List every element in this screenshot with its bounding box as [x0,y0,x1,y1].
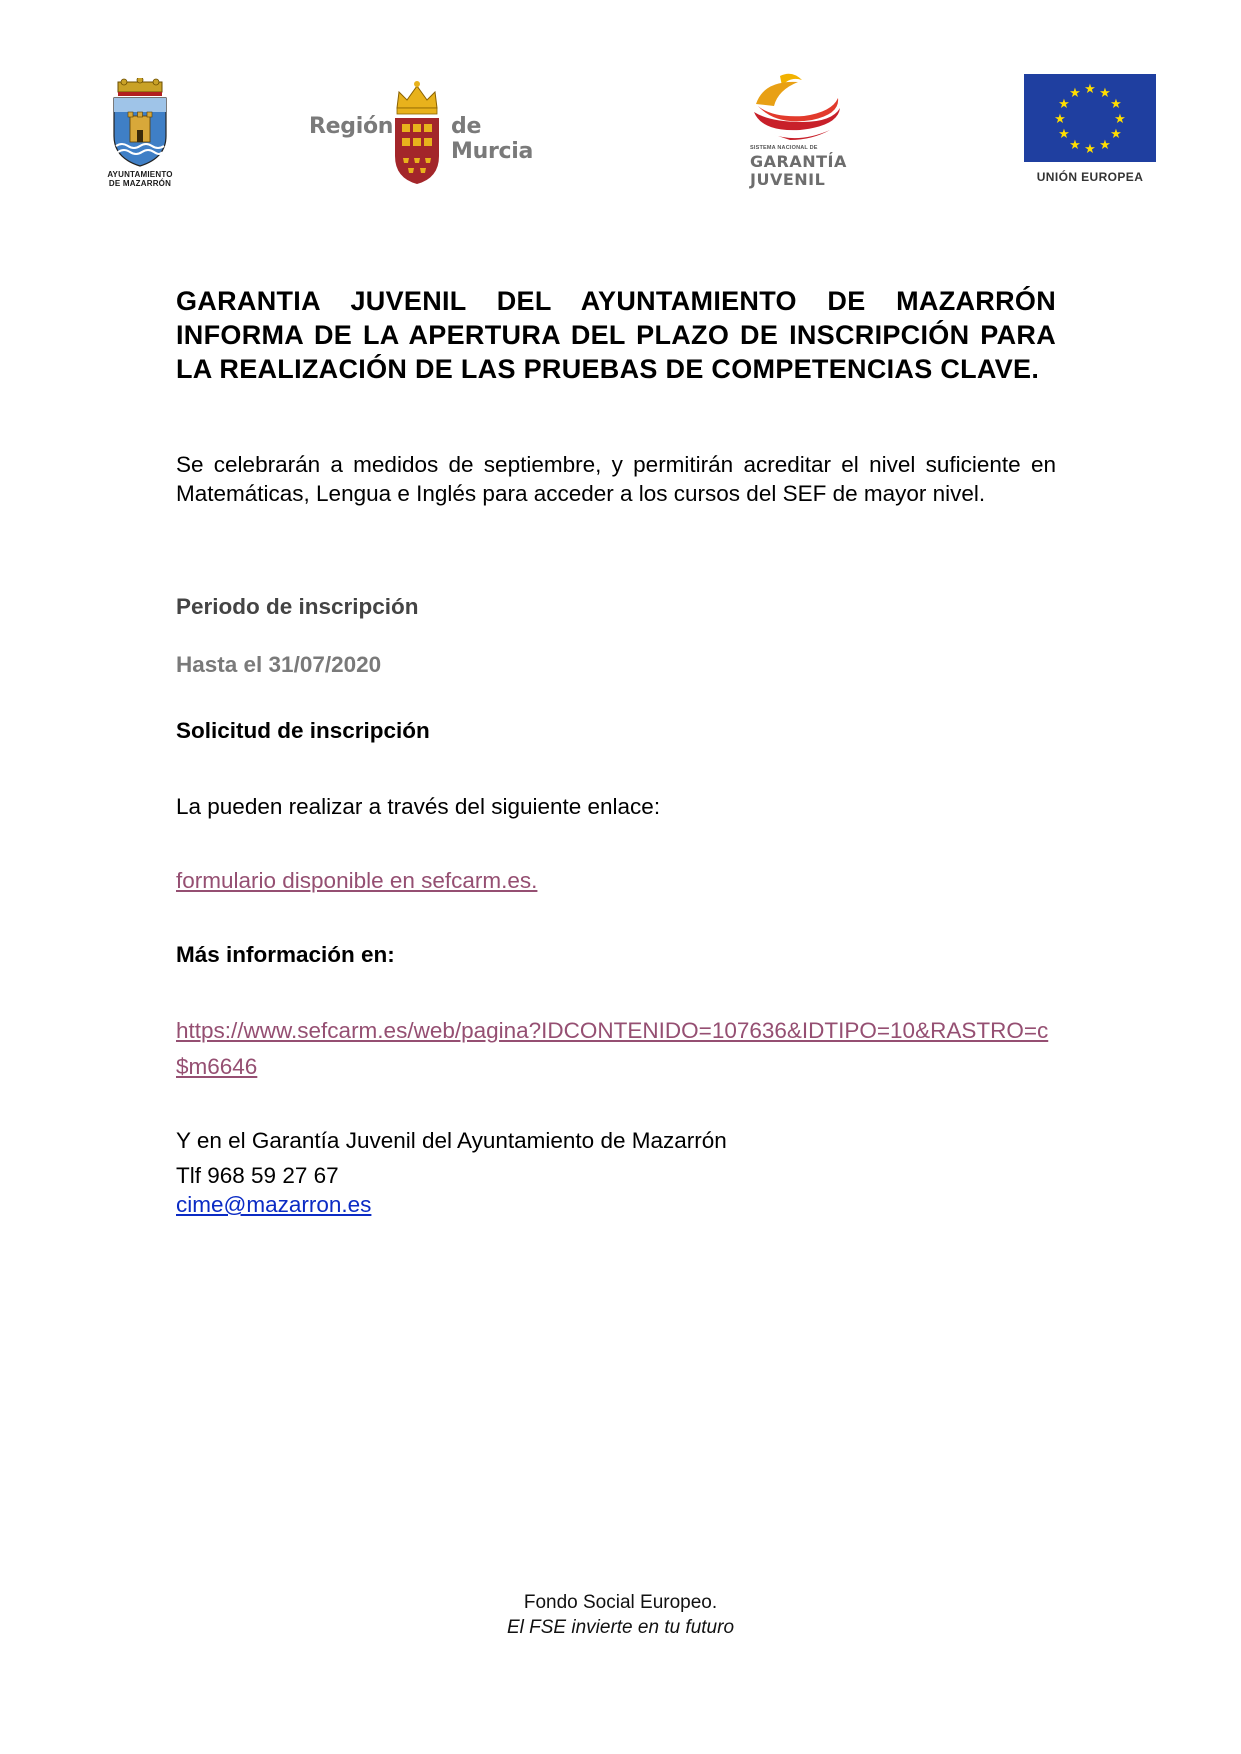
eu-flag-icon [1024,74,1156,162]
svg-text:★: ★ [1114,112,1126,127]
footer [0,1590,1241,1640]
eu-caption: UNIÓN EUROPEA [1036,170,1144,184]
info-url-link[interactable]: https://www.sefcarm.es/web/pagina?IDCONTENIDO=107636&IDTIPO=10&RASTRO=c$m6646 [176,1018,1049,1079]
svg-text:★: ★ [1099,138,1111,153]
mazarron-caption-line2: DE MAZARRÓN [108,179,172,188]
svg-text:★: ★ [1084,142,1096,157]
garantia-small-caption: SISTEMA NACIONAL DE [750,145,818,151]
solicitud-text: La pueden realizar a través del siguiente enlace: [176,794,661,819]
page-title: GARANTIA JUVENIL DEL AYUNTAMIENTO DE MAZARRÓN INFORMA DE LA APERTURA DEL PLAZO DE INSCRIPCIÓN PARA LA REALIZACIÓN DE LAS PRUEBAS DE COMPETENCIAS CLAVE. [176,286,1056,384]
mas-info-heading: Más información en: [176,942,395,967]
footer-line1: Fondo Social Europeo. [523,1592,718,1613]
svg-text:★: ★ [1099,86,1111,101]
svg-text:★: ★ [1110,127,1122,142]
mazarron-coat-of-arms-icon [90,78,190,168]
garantia-juvenil-swirl-icon [742,68,852,146]
footer-line2: El FSE invierte en tu futuro [506,1617,735,1638]
union-europea-logo [1020,74,1155,189]
svg-text:★: ★ [1110,97,1122,112]
region-murcia-logo [305,78,570,188]
mazarron-logo [90,78,190,188]
murcia-coat-of-arms-icon [387,78,447,186]
solicitud-heading: Solicitud de inscripción [176,718,430,743]
svg-text:★: ★ [1084,82,1096,97]
svg-text:★: ★ [1058,97,1070,112]
mazarron-caption-line1: AYUNTAMIENTO [107,170,173,179]
contact-line: Y en el Garantía Juvenil del Ayuntamiento de Mazarrón [176,1128,727,1153]
garantia-word: GARANTÍA [750,152,847,171]
periodo-heading: Periodo de inscripción [176,594,419,619]
murcia-word-left: Región [309,114,394,139]
periodo-value: Hasta el 31/07/2020 [176,652,382,677]
svg-text:★: ★ [1069,138,1081,153]
svg-text:★: ★ [1069,86,1081,101]
garantia-juvenil-logo [742,68,852,193]
juvenil-word: JUVENIL [750,170,826,189]
phone-line: Tlf 968 59 27 67 [176,1163,339,1188]
murcia-word-right: de Murcia [451,114,534,164]
email-link[interactable]: cime@mazarron.es [176,1192,372,1217]
svg-text:★: ★ [1058,127,1070,142]
intro-paragraph: Se celebrarán a medidos de septiembre, y permitirán acreditar el nivel suficiente en Matemáticas, Lengua e Inglés para acceder a los cursos del SEF de mayor nivel. [176,452,1056,506]
svg-text:★: ★ [1054,112,1066,127]
form-link[interactable]: formulario disponible en sefcarm.es. [176,868,538,893]
